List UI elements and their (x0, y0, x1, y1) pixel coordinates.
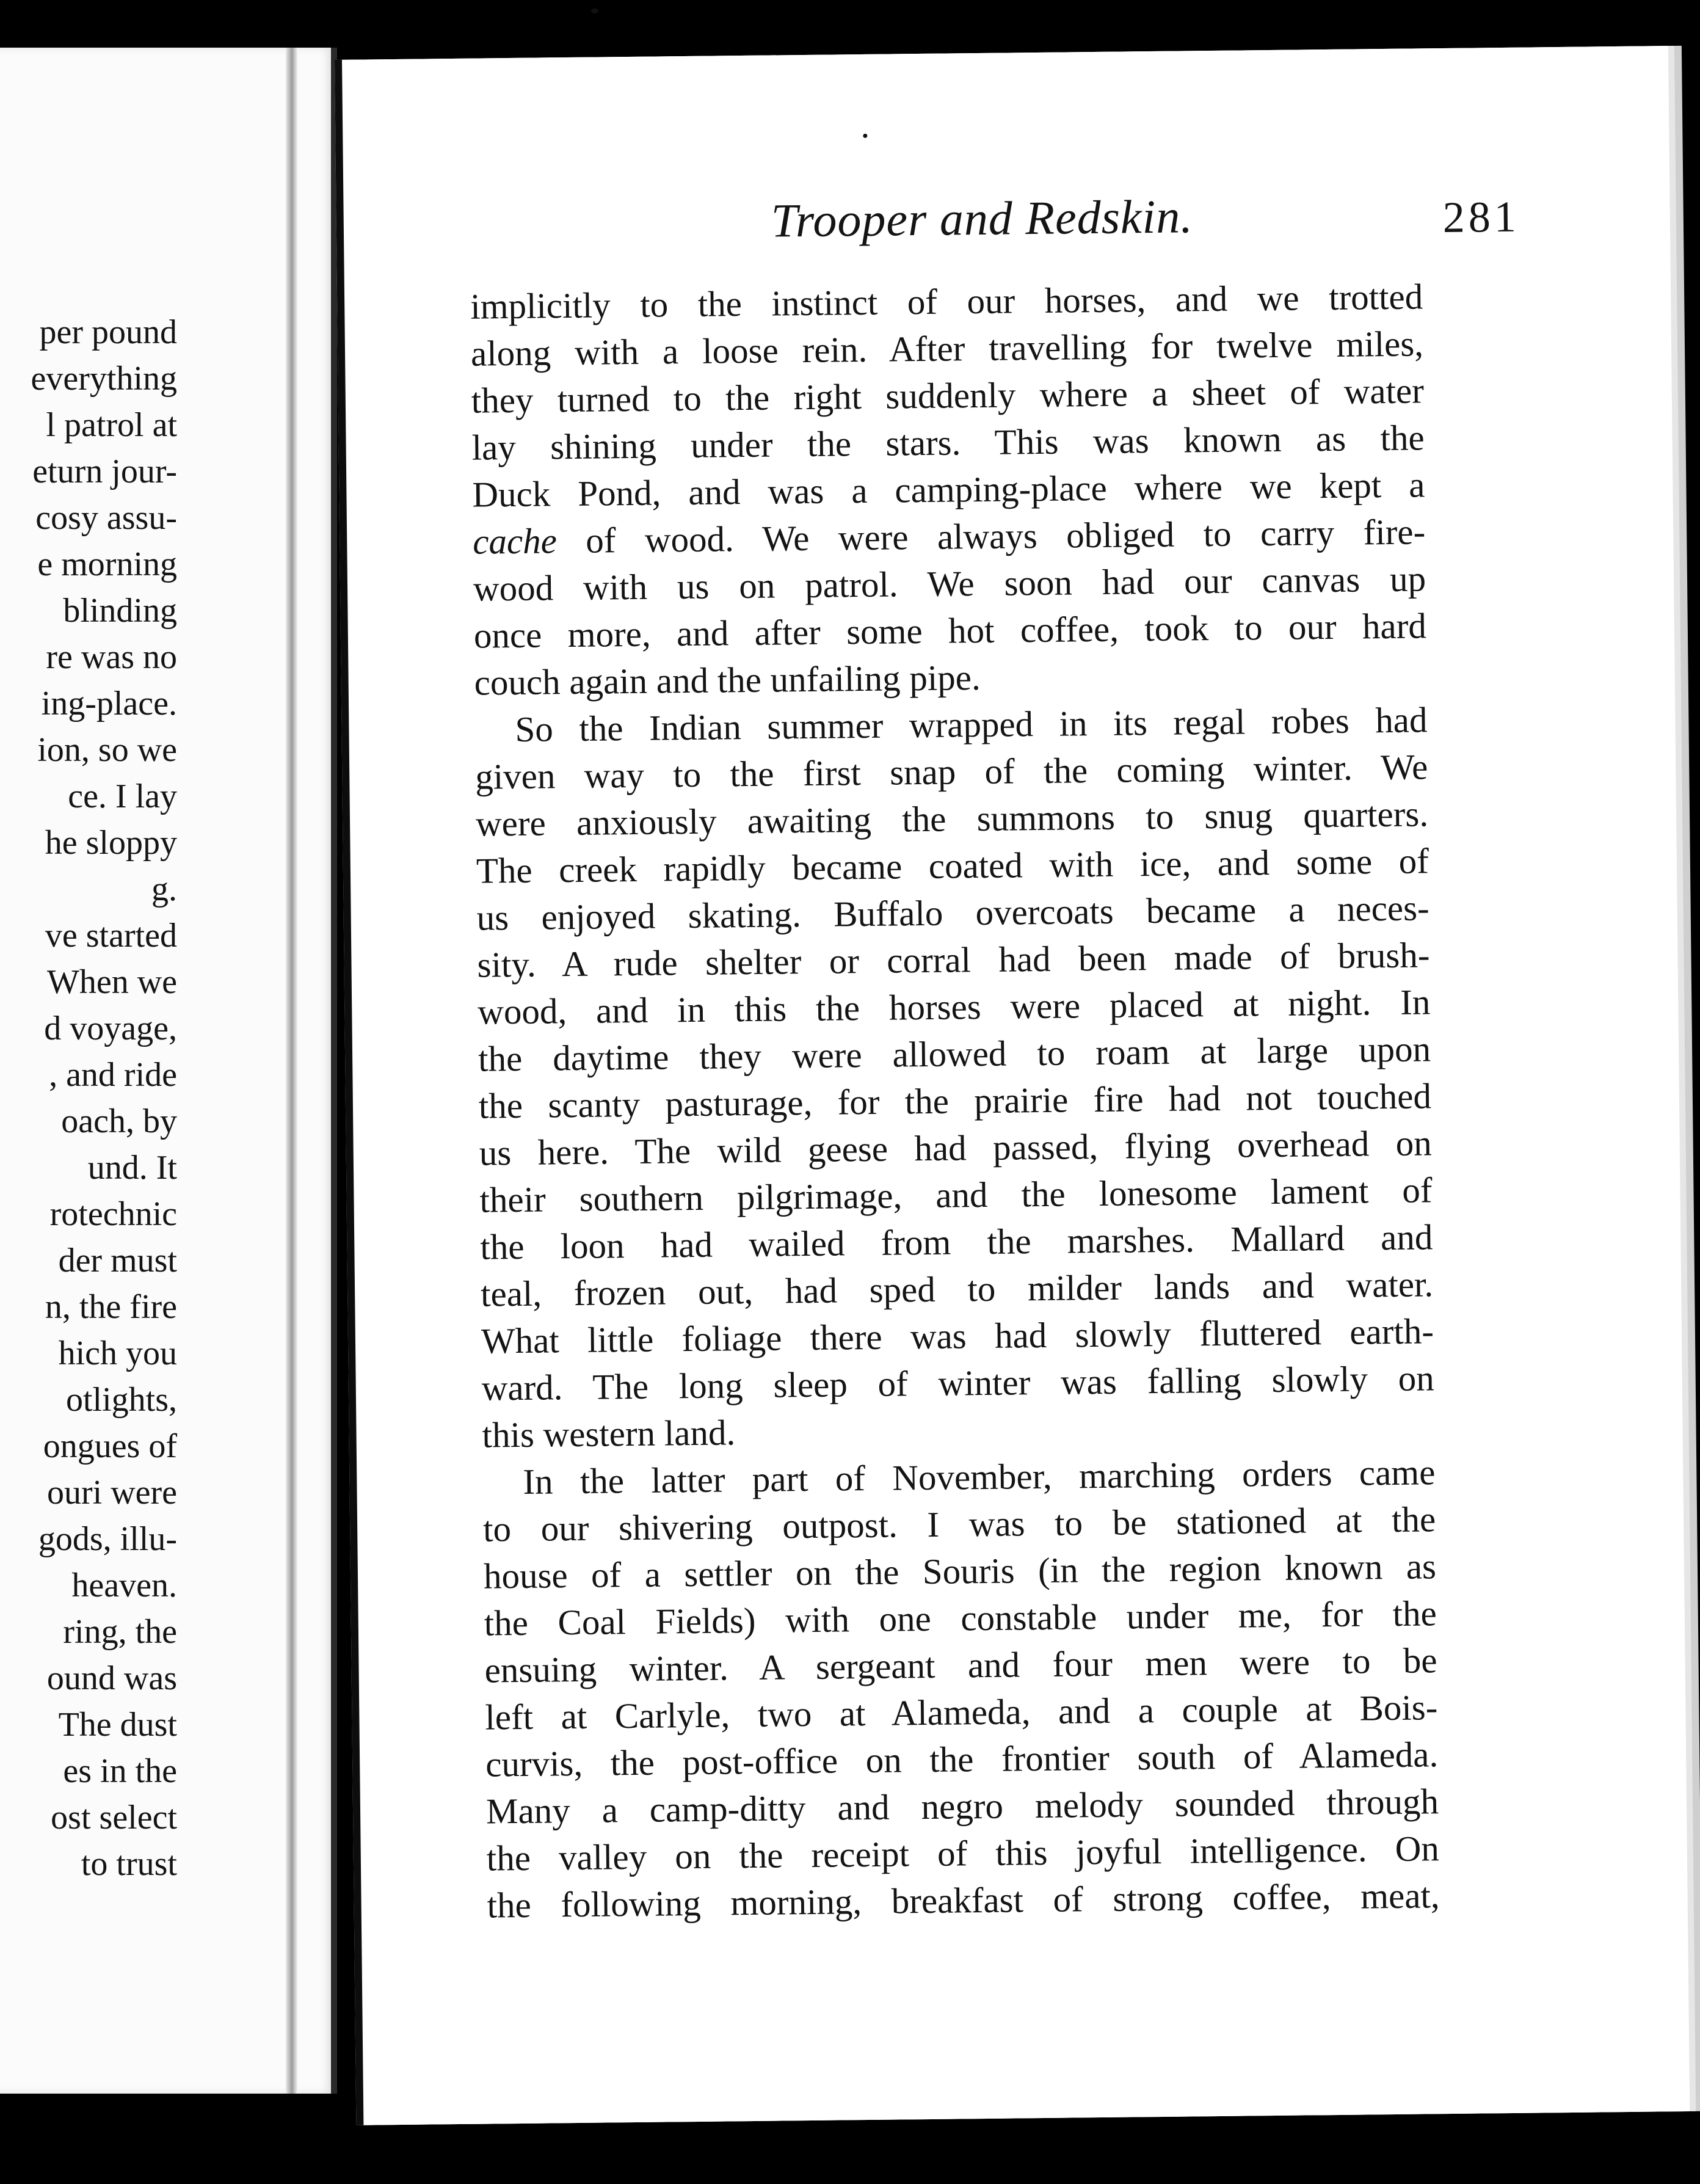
text-line-content: us here. The wild geese had passed, flying overhead on (479, 1123, 1433, 1173)
left-page-line: eturn jour- (32, 453, 177, 490)
left-page-line: blinding (63, 592, 177, 630)
text-line-content: In the latter part of November, marching orders came (523, 1452, 1436, 1502)
left-page-line: hich you (58, 1334, 177, 1372)
text-line-content: the scanty pasturage, for the prairie fire had not touched (478, 1076, 1432, 1126)
left-page-line: n, the fire (45, 1288, 177, 1326)
left-page-line: es in the (63, 1752, 177, 1790)
left-page-line: to trust (81, 1845, 177, 1883)
left-page-line: ost select (51, 1799, 177, 1836)
left-page-line: ve started (45, 917, 177, 955)
left-page-line: re was no (46, 638, 177, 676)
left-page-line: otlights, (65, 1381, 177, 1419)
spine-edge (286, 48, 298, 2094)
left-page-line: oach, by (61, 1102, 177, 1140)
left-page-line: he sloppy (45, 824, 177, 862)
text-line-content: implicitly to the instinct of our horses, and we trotted (470, 276, 1423, 327)
text-line-content: this western land. (482, 1412, 736, 1455)
left-page-line: ongues of (43, 1427, 177, 1465)
left-page-line: l patrol at (46, 406, 177, 444)
left-page-line: , and ride (49, 1056, 177, 1094)
left-page-line: rotechnic (49, 1195, 177, 1233)
ink-speck (591, 9, 598, 13)
left-page-line: per pound (39, 313, 177, 351)
text-line-content: left at Carlyle, two at Alameda, and a couple at Bois- (485, 1687, 1438, 1738)
left-page-line: g. (151, 870, 177, 908)
text-line-content: couch again and the unfailing pipe. (474, 657, 981, 703)
text-line-content: the daytime they were allowed to roam at large upon (478, 1028, 1431, 1079)
ink-speck (863, 134, 867, 138)
right-page (335, 46, 1690, 2125)
text-line-content: What little foliage there was had slowly fluttered earth- (481, 1311, 1434, 1361)
text-line-content: So the Indian summer wrapped in its regal robes had (515, 699, 1428, 749)
text-line-content: ward. The long sleep of winter was falling slowly on (481, 1358, 1435, 1408)
left-page-line: ound was (46, 1659, 177, 1697)
left-page-line: cosy assu- (35, 499, 177, 537)
text-line-content: Many a camp-ditty and negro melody sounded through (485, 1781, 1439, 1832)
text-line-content: the valley on the receipt of this joyful intelligence. On (486, 1828, 1440, 1879)
text-line-content: they turned to the right suddenly where a sheet of water (471, 370, 1425, 421)
text-line-content: to our shivering outpost. I was to be stationed at the (482, 1499, 1436, 1549)
text-line-content: curvis, the post-office on the frontier south of Alameda. (485, 1734, 1439, 1785)
text-line-content: The creek rapidly became coated with ice, and some of (476, 840, 1429, 891)
text-line-content: of wood. We were always obliged to carry fire- (556, 511, 1426, 561)
text-line-content: wood, and in this the horses were placed at night. In (477, 981, 1431, 1032)
text-line-content: given way to the first snap of the coming winter. We (474, 746, 1428, 797)
text-line (487, 1872, 1440, 1929)
italic-word: cache (472, 520, 558, 562)
left-page-line: ouri were (46, 1474, 177, 1512)
text-line-content: ensuing winter. A sergeant and four men were to be (484, 1640, 1437, 1691)
left-page-line: everything (31, 360, 177, 398)
left-page-line: ce. I lay (68, 777, 177, 815)
left-page-line: heaven. (71, 1567, 177, 1604)
running-title: Trooper and Redskin. (771, 189, 1194, 247)
text-line (481, 1355, 1434, 1411)
text-line (473, 602, 1426, 659)
text-line-content: the loon had wailed from the marshes. Mallard and (480, 1217, 1433, 1267)
left-page-line: ion, so we (37, 731, 177, 769)
left-page-line: The dust (58, 1706, 177, 1744)
left-page-line: ring, the (63, 1613, 177, 1651)
text-line-content: once more, and after some hot coffee, took to our hard (473, 605, 1427, 656)
text-line-content: sity. A rude shelter or corral had been made of brush- (477, 934, 1430, 985)
text-line-content: were anxiously awaiting the summons to snug quarters. (475, 793, 1429, 844)
running-head (771, 185, 1535, 260)
left-page-line: When we (46, 963, 177, 1001)
text-line-content: along with a loose rein. After travelling for twelve miles, (470, 323, 1424, 374)
text-line-content: wood with us on patrol. We soon had our canvas up (473, 558, 1426, 609)
left-page-line: d voyage, (44, 1010, 177, 1047)
page-number: 281 (1442, 192, 1520, 242)
text-line-content: Duck Pond, and was a camping-place where we kept a (472, 464, 1425, 515)
text-line-content: lay shining under the stars. This was known as the (471, 417, 1425, 468)
text-line-content: their southern pilgrimage, and the lonesome lament of (479, 1170, 1433, 1220)
text-line-content: us enjoyed skating. Buffalo overcoats became a neces- (476, 887, 1429, 938)
text-line-content: the Coal Fields) with one constable under me, for the (484, 1593, 1437, 1643)
text-line-content: house of a settler on the Souris (in the region known as (483, 1546, 1437, 1596)
text-line-content: teal, frozen out, had sped to milder lands and water. (480, 1264, 1434, 1314)
left-page-line: der must (58, 1242, 177, 1279)
left-page-line: gods, illu- (38, 1520, 177, 1558)
book-gutter (331, 48, 337, 2094)
body-text (470, 273, 1440, 1929)
left-page-line: und. It (87, 1149, 177, 1187)
text-line-content: the following morning, breakfast of strong coffee, meat, (487, 1875, 1440, 1926)
left-page-text (0, 309, 177, 1887)
left-page-line: e morning (37, 545, 177, 583)
left-page-line: ing-place. (41, 685, 177, 723)
